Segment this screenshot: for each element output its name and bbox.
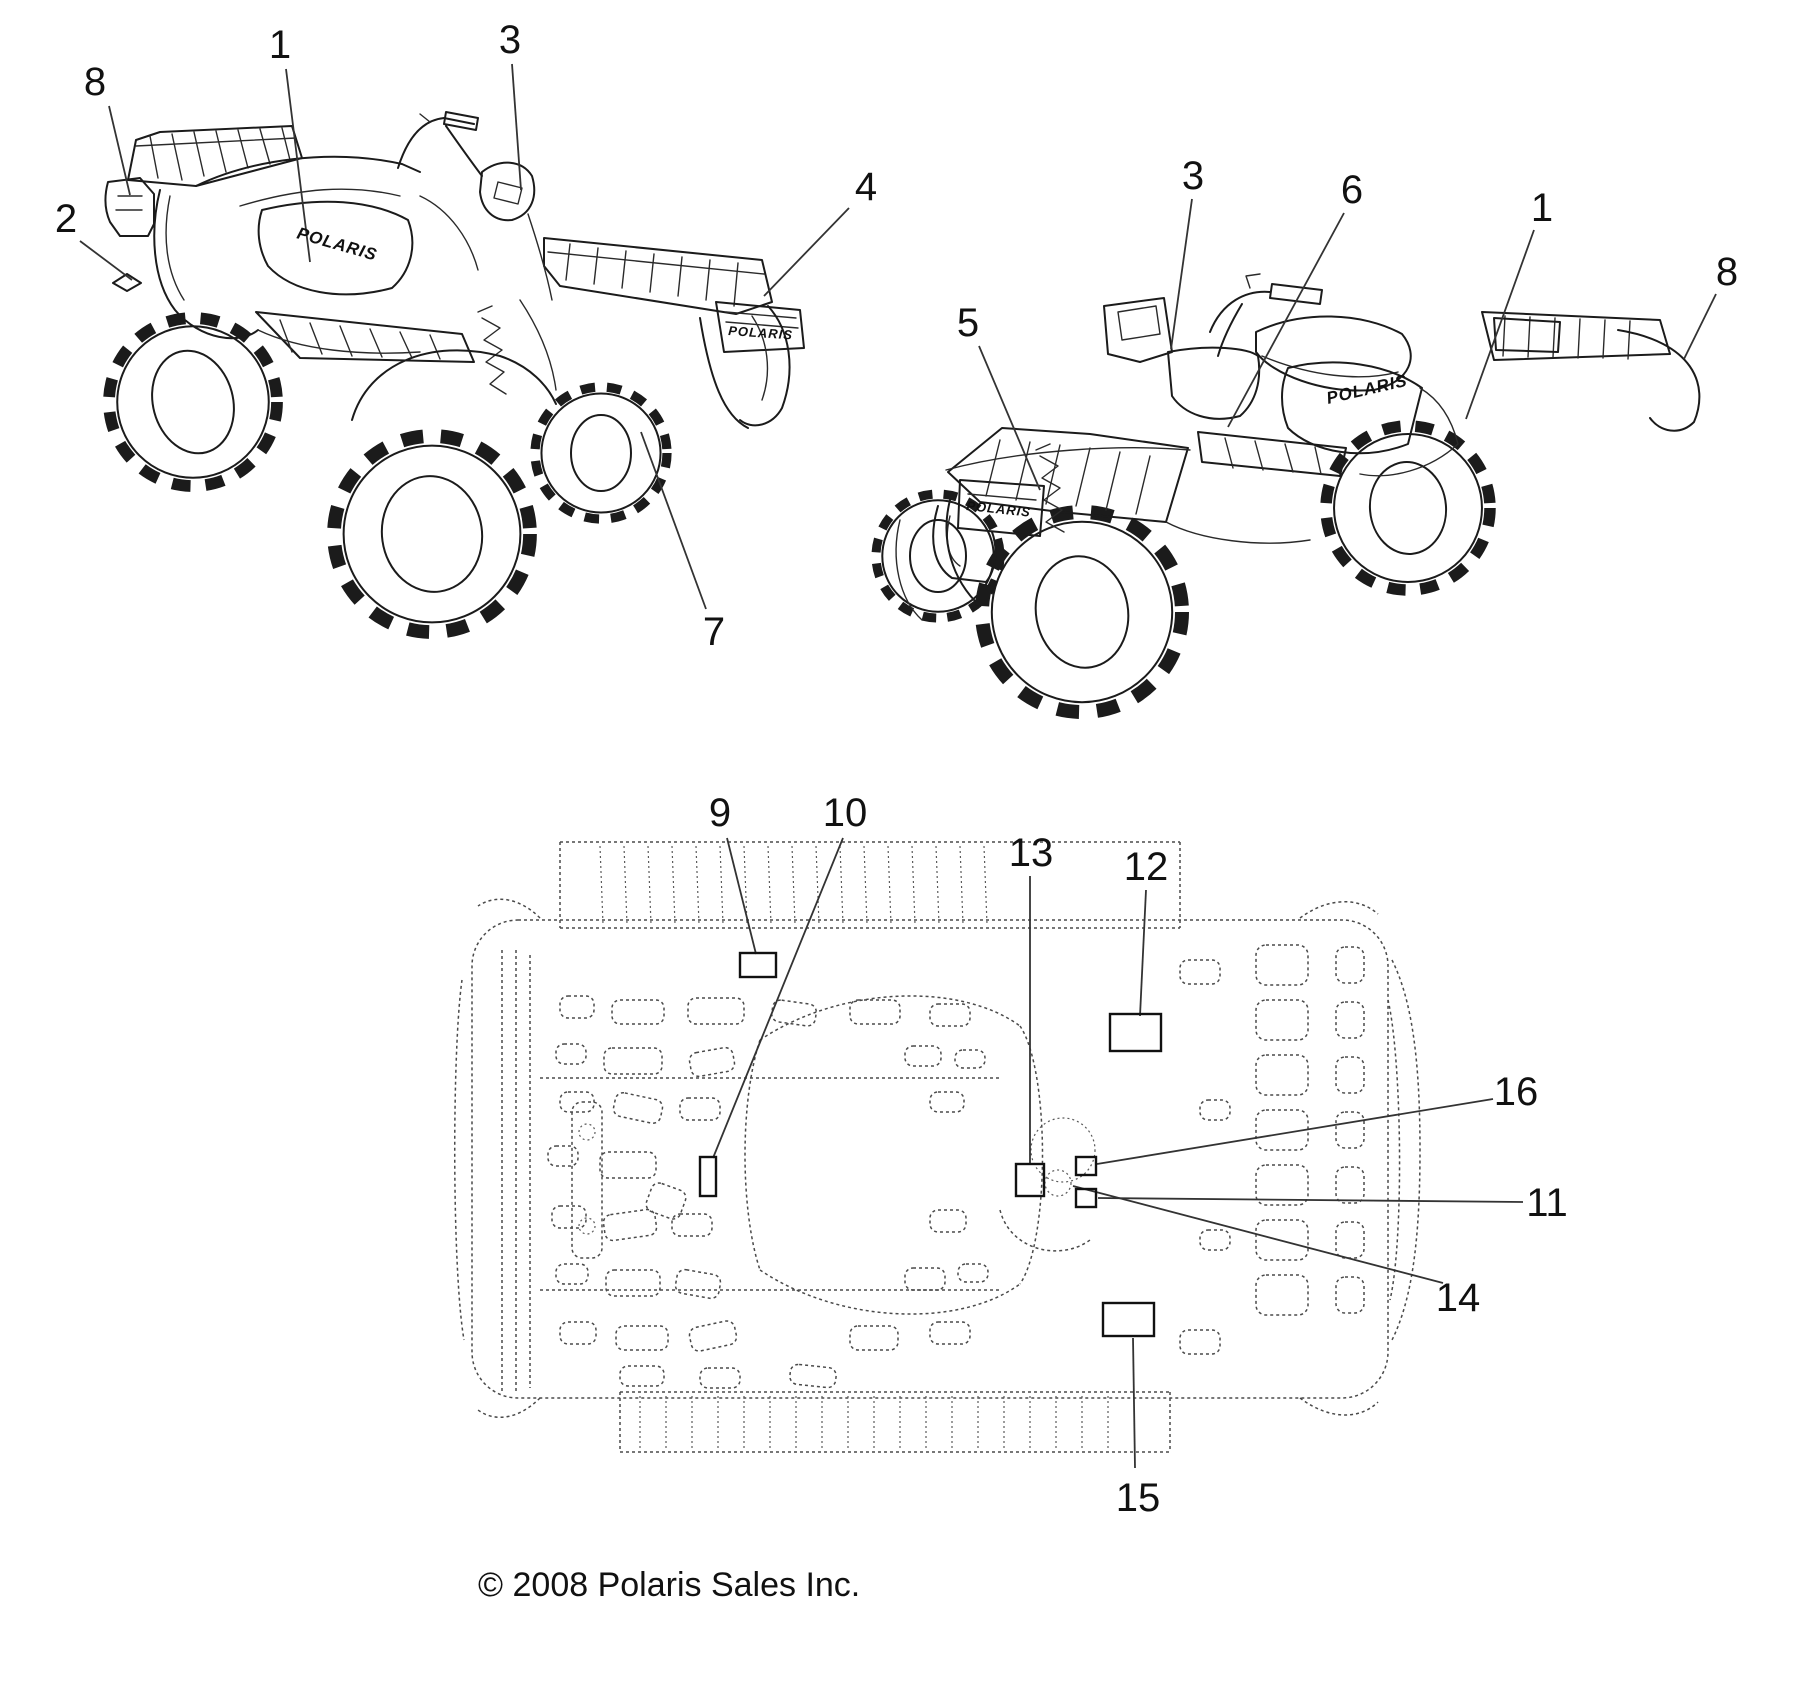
right-rail-band — [620, 1392, 1170, 1452]
callout-number-13: 13 — [1008, 831, 1054, 875]
leader-line-4 — [764, 208, 849, 296]
front-fender — [1618, 330, 1699, 431]
callout-overlay — [55, 18, 1738, 1520]
callout-number-7: 7 — [702, 610, 726, 654]
callout-number-11: 11 — [1526, 1181, 1568, 1225]
callout-number-6: 6 — [1340, 168, 1364, 212]
handlebar — [1210, 292, 1270, 332]
leader-line-15 — [1133, 1338, 1135, 1468]
callout-number-2: 2 — [54, 197, 78, 241]
leader-line-7 — [641, 432, 706, 609]
front-pod — [480, 163, 534, 221]
callout-number-9: 9 — [708, 791, 732, 835]
front-rack — [544, 238, 772, 314]
front-rack-slots — [1256, 945, 1364, 1315]
decal-box-15 — [1103, 1303, 1154, 1336]
underside-drawing — [455, 842, 1420, 1452]
decal-box-9 — [740, 953, 776, 977]
leader-line-3 — [512, 64, 521, 190]
footboard — [256, 312, 474, 362]
rear-bumper — [105, 178, 154, 236]
callout-number-5: 5 — [956, 301, 980, 345]
engine-circle — [1031, 1118, 1095, 1182]
leader-line-1 — [1466, 230, 1534, 419]
callout-number-8: 8 — [83, 60, 107, 104]
seat — [196, 157, 420, 186]
leader-line-9 — [727, 838, 756, 954]
wheel — [535, 387, 667, 519]
copyright-text: © 2008 Polaris Sales Inc. — [478, 1566, 861, 1604]
decal-box-10 — [700, 1157, 716, 1196]
leader-line-16 — [1097, 1099, 1493, 1164]
rail-slats — [600, 846, 1108, 1448]
handlebar — [398, 118, 474, 168]
polaris-decal-left-atv-tank-panel: POLARIS — [294, 223, 380, 265]
wheel — [1326, 426, 1490, 590]
callout-number-16: 16 — [1493, 1070, 1539, 1114]
leader-line-5 — [979, 346, 1040, 490]
right-atv-wheels — [876, 426, 1490, 712]
callout-number-1: 1 — [268, 23, 292, 67]
callout-number-8: 8 — [1715, 250, 1739, 294]
shock-spring — [478, 306, 506, 394]
callout-number-3: 3 — [498, 18, 522, 62]
callout-number-1: 1 — [1530, 186, 1554, 230]
callout-number-15: 15 — [1115, 1476, 1161, 1520]
leader-line-2 — [80, 241, 132, 280]
wheel — [334, 436, 530, 632]
callout-number-4: 4 — [854, 165, 878, 209]
leader-line-8 — [1684, 294, 1716, 359]
leader-line-12 — [1140, 890, 1146, 1016]
skid-plate-holes — [548, 960, 1230, 1388]
leader-line-3 — [1171, 199, 1192, 349]
callout-number-10: 10 — [822, 791, 868, 835]
central-frame — [572, 1102, 602, 1258]
callout-number-3: 3 — [1181, 154, 1205, 198]
callout-number-14: 14 — [1435, 1276, 1481, 1320]
polaris-decal-right-atv-rear-box: POLARIS — [965, 498, 1032, 520]
polaris-decal-right-atv-side-panel: POLARIS — [1324, 370, 1410, 408]
left-rail-band — [560, 842, 1180, 928]
polaris-decal-left-atv-front-box: POLARIS — [727, 323, 794, 343]
left-atv-wheels — [109, 318, 667, 632]
front-pod — [1104, 298, 1172, 362]
body-outline — [472, 920, 1388, 1398]
wheel — [982, 512, 1182, 712]
decal-box-12 — [1110, 1014, 1161, 1051]
wheel — [109, 318, 277, 486]
leader-line-11 — [1098, 1198, 1523, 1202]
footboard — [1198, 432, 1346, 476]
decal-box-13 — [1016, 1164, 1044, 1196]
callout-number-12: 12 — [1123, 845, 1169, 889]
